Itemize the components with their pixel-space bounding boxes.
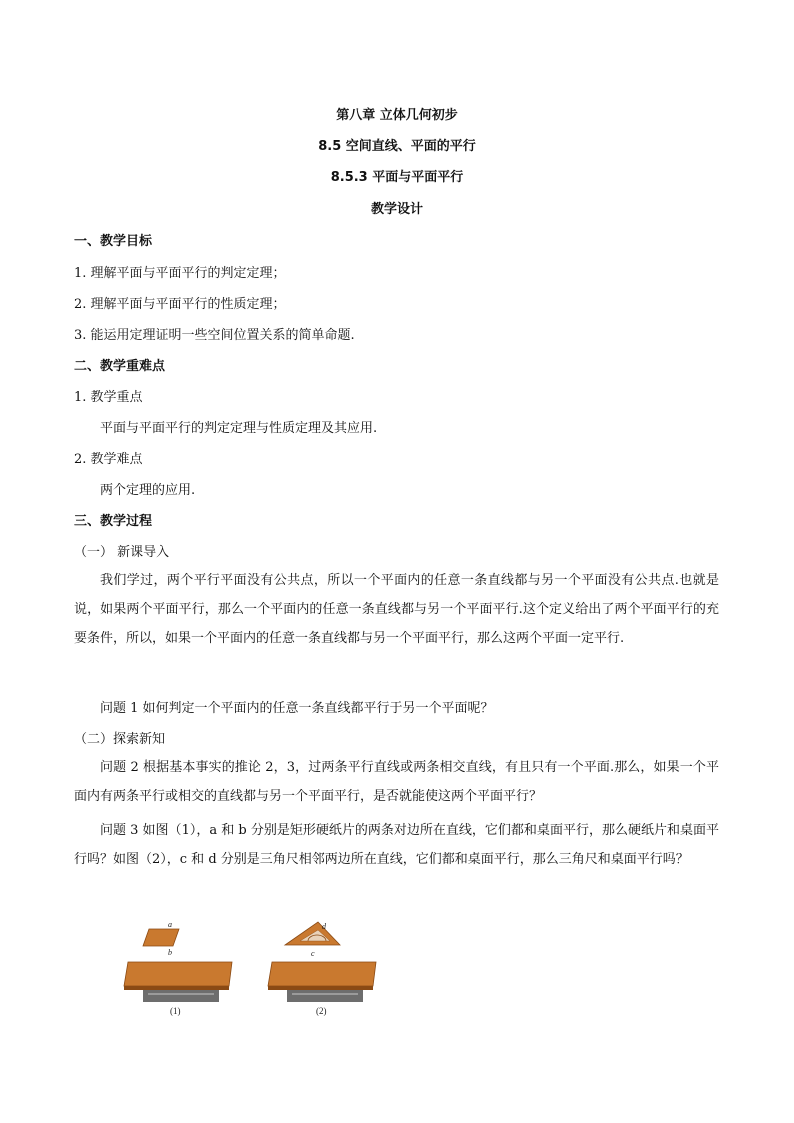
design-title: 教学设计 (370, 202, 423, 217)
section-title: 8.5 空间直线、平面的平行 (318, 139, 476, 154)
label-d: d (322, 922, 326, 931)
label-b: b (168, 948, 172, 957)
card-shape (143, 929, 179, 946)
chapter-title: 第八章 立体几何初步 (336, 108, 458, 123)
desk-top-1 (124, 962, 232, 986)
goal-item-3: 3. 能运用定理证明一些空间位置关系的简单命题. (74, 328, 355, 343)
question-2: 问题 2 根据基本事实的推论 2，3，过两条平行直线或两条相交直线，有且只有一个平面.那么，如果一个平面内有两条平行或相交的直线都与另一个平面平行，是否就能使这两个平面平行？ (74, 760, 719, 804)
intro-label: （一） 新课导入 (74, 545, 170, 560)
goals-heading: 一、教学目标 (74, 234, 153, 249)
desk-drawer-2 (287, 990, 363, 1002)
question-3: 问题 3 如图（1），a 和 b 分别是矩形硬纸片的两条对边所在直线，它们都和桌面平行，那么硬纸片和桌面平行吗？如图（2），c 和 d 分别是三角尺相邻两边所在直线，它们都和桌面平行，那么三角尺和桌面平行吗？ (74, 823, 719, 867)
caption-2: (2) (316, 1006, 327, 1016)
explore-label: （二）探索新知 (74, 732, 166, 747)
difficulty-label: 2. 教学难点 (74, 452, 143, 467)
focus-label: 1. 教学重点 (74, 390, 143, 405)
goal-item-1: 1. 理解平面与平面平行的判定定理； (74, 266, 286, 281)
label-c: c (311, 949, 315, 958)
difficulty-text: 两个定理的应用. (100, 483, 196, 498)
process-heading: 三、教学过程 (74, 514, 153, 529)
goal-item-2: 2. 理解平面与平面平行的性质定理； (74, 297, 286, 312)
key-points-heading: 二、教学重难点 (74, 359, 166, 374)
desk-top-2 (268, 962, 376, 986)
desk-drawer-1 (143, 990, 219, 1002)
caption-1: (1) (170, 1006, 181, 1016)
label-a: a (168, 920, 172, 929)
subsection-title: 8.5.3 平面与平面平行 (330, 170, 464, 185)
question-1: 问题 1 如何判定一个平面内的任意一条直线都平行于另一个平面呢？ (100, 701, 494, 716)
desk-edge-1 (124, 986, 229, 990)
intro-paragraph: 我们学过，两个平行平面没有公共点，所以一个平面内的任意一条直线都与另一个平面没有公共点.也就是说，如果两个平面平行，那么一个平面内的任意一条直线都与另一个平面平行.这个定义给出了两个平面平行的充要条件，所以，如果一个平面内的任意一条直线都与另一个平面平行，那么这两个平面一定平行. (74, 573, 719, 646)
desk-edge-2 (268, 986, 373, 990)
focus-text: 平面与平面平行的判定定理与性质定理及其应用. (100, 421, 378, 436)
